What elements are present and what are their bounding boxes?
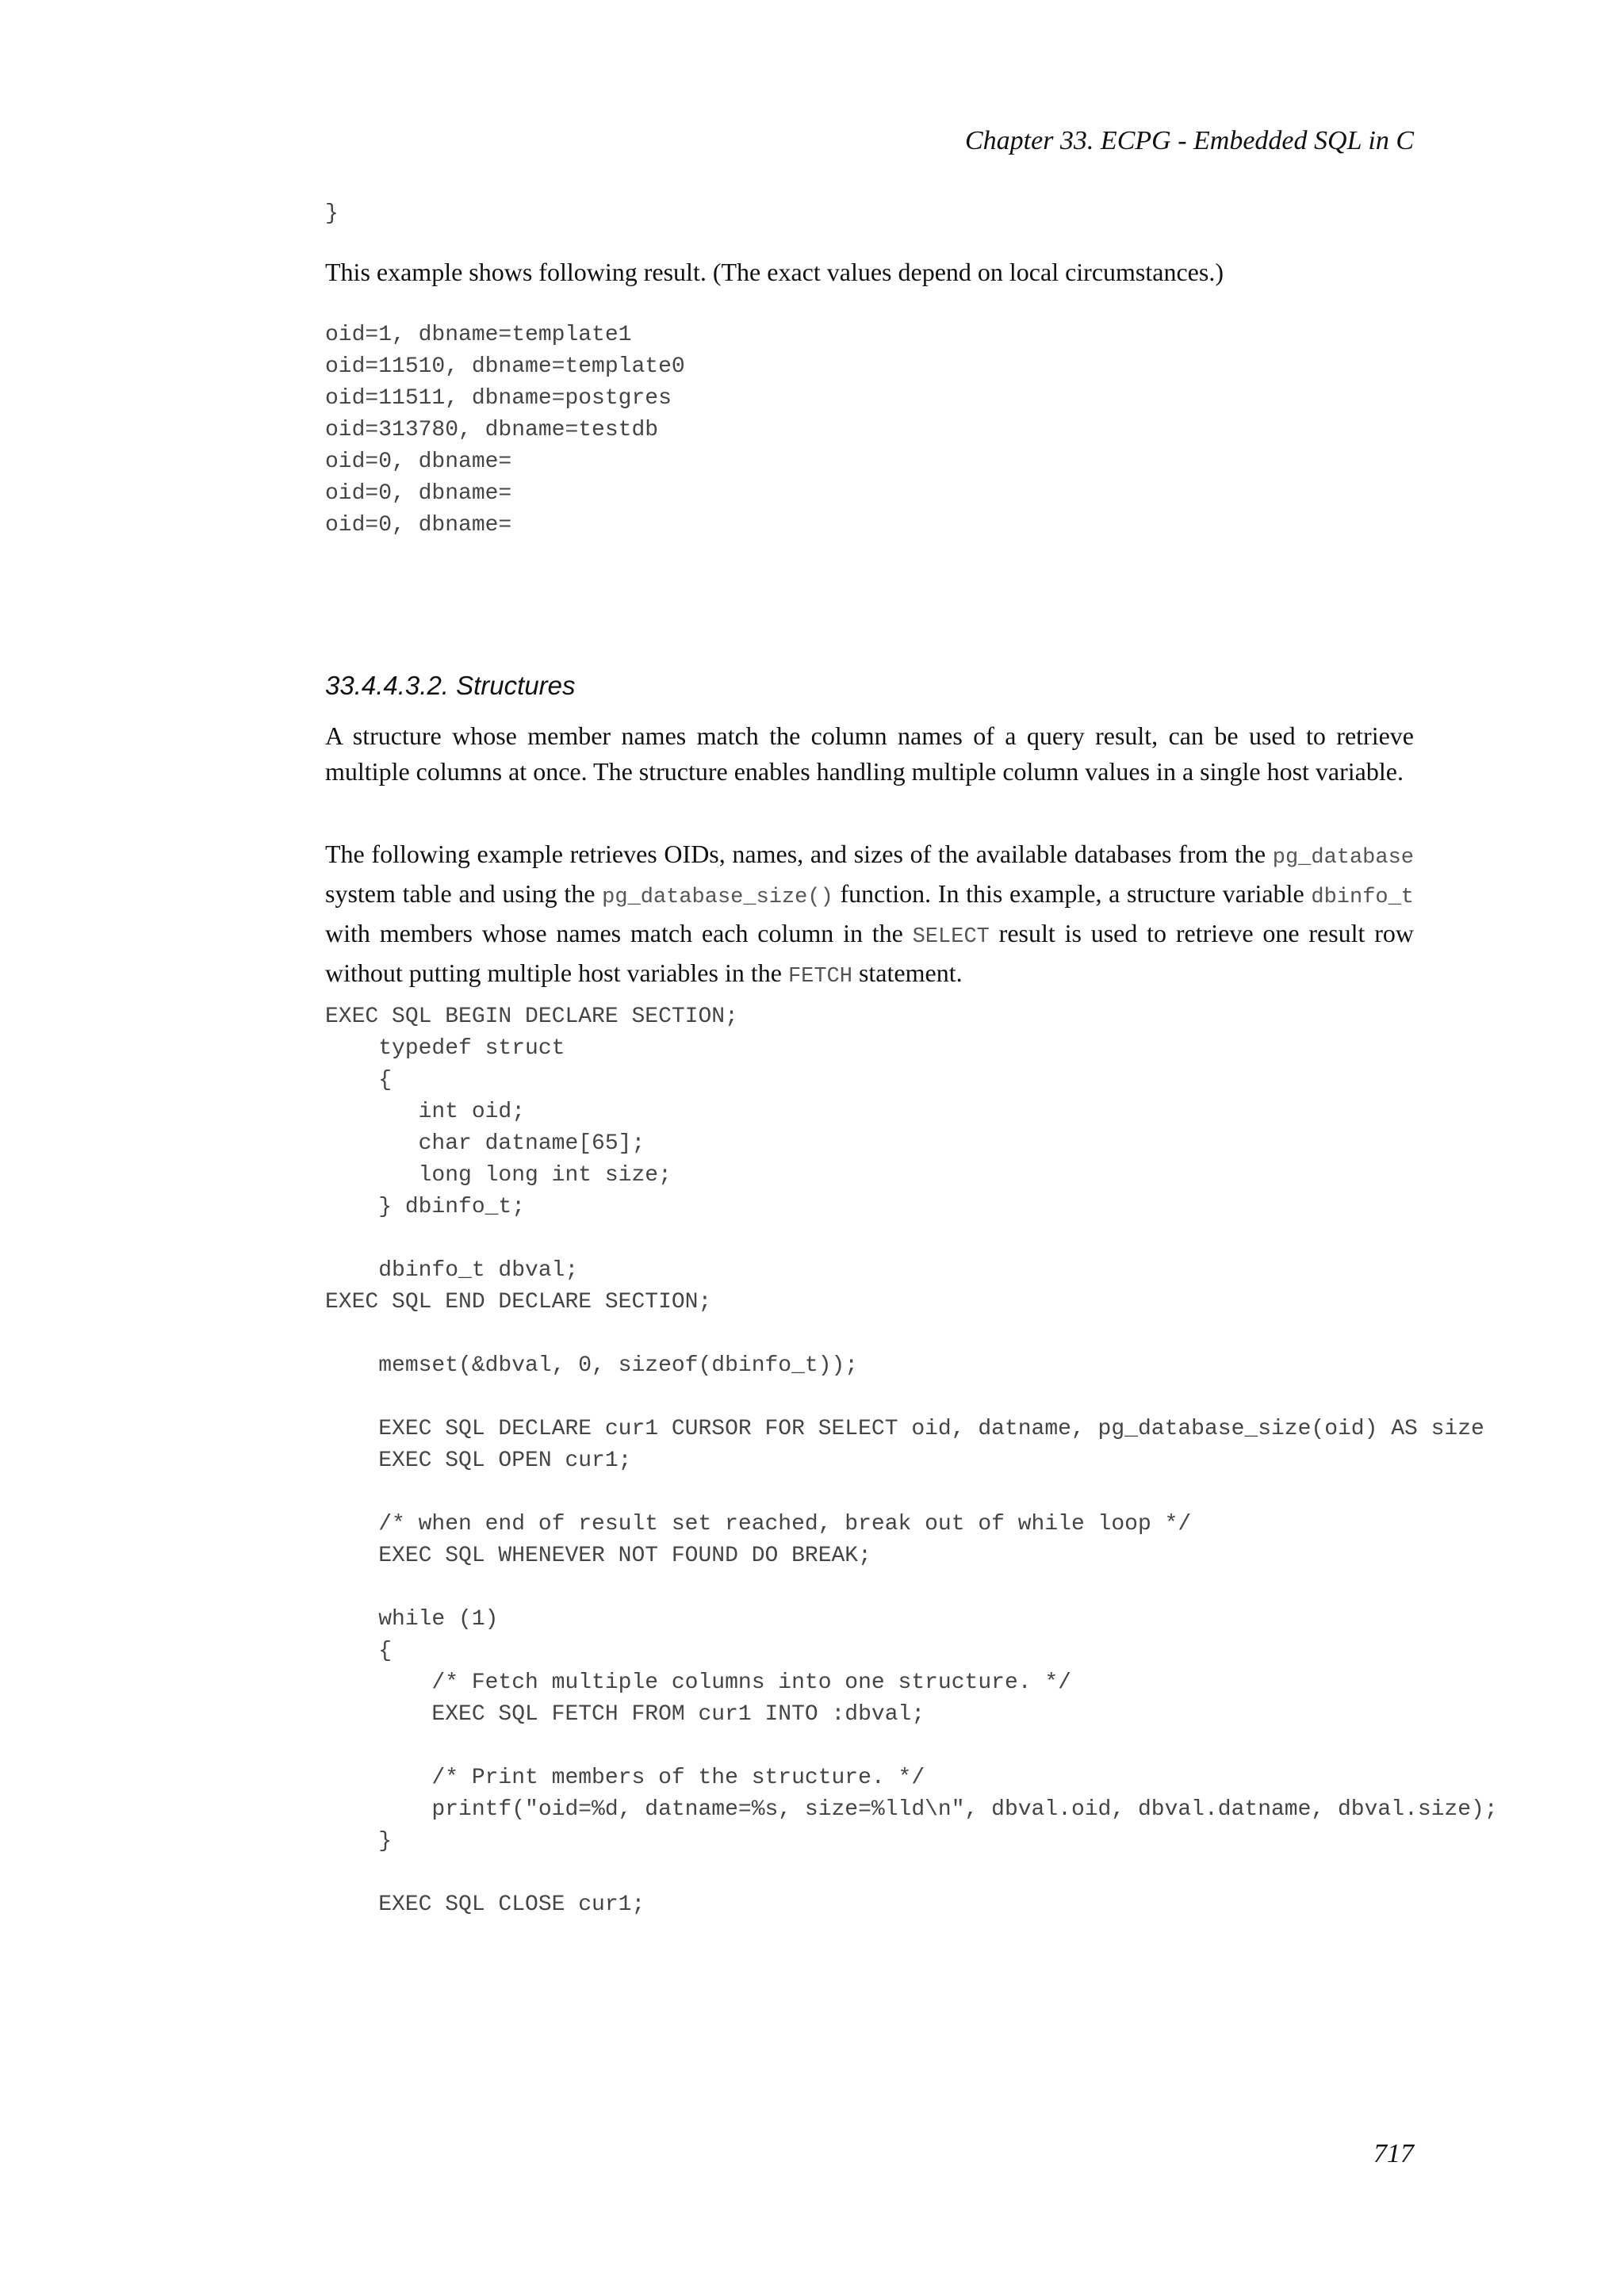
running-header: Chapter 33. ECPG - Embedded SQL in C: [964, 126, 1414, 155]
para2-text-3: function. In this example, a structure variable: [833, 879, 1312, 908]
para2-text-1: The following example retrieves OIDs, names, and sizes of the available databases from the: [325, 840, 1273, 868]
inline-code-dbinfo-t: dbinfo_t: [1311, 886, 1415, 909]
para2-text-5: result is used to retrieve one result row without putting multiple host variables in the: [325, 919, 1415, 987]
code-closing-brace: }: [325, 201, 339, 226]
result-output-block: oid=1, dbname=template1 oid=11510, dbname=template0 oid=11511, dbname=postgres oid=313780, dbname=testdb oid=0, dbname= oid=0, dbname= oid=0, dbname=: [325, 323, 685, 538]
para2-text-6: statement.: [852, 959, 963, 987]
section-heading: 33.4.4.3.2. Structures: [325, 671, 576, 700]
section-paragraph-2: [325, 836, 1414, 995]
inline-code-select: SELECT: [912, 925, 990, 949]
inline-code-fetch: FETCH: [787, 965, 852, 989]
section-paragraph-1: A structure whose member names match the column names of a query result, can be used to retrieve multiple columns at once. The structure enables handling multiple column values in a single host variable.: [325, 721, 1414, 786]
para2-text-4: with members whose names match each column in the: [325, 919, 913, 947]
example-code-block: EXEC SQL BEGIN DECLARE SECTION; typedef struct { int oid; char datname[65]; long long int size; } dbinfo_t; dbinfo_t dbval; EXEC SQL END DECLARE SECTION; memset(&dbval, 0, sizeof(dbinfo_t)); EXEC SQL DECLARE cur1 CURSOR FOR SELECT oid, datname, pg_database_size(oid) AS size EXEC SQL OPEN cur1; /* when end of result set reached, break out of while loop */ EXEC SQL WHENEVER NOT FOUND DO BREAK; while (1) { /* Fetch multiple columns into one structure. */ EXEC SQL FETCH FROM cur1 INTO :dbval; /* Print members of the structure. */ printf("oid=%d, datname=%s, size=%lld\n", dbval.oid, dbval.datname, dbval.size); } EXEC SQL CLOSE cur1;: [325, 1004, 1498, 1917]
inline-code-pg-database-size: pg_database_size(): [602, 886, 833, 909]
page-number: 717: [1373, 2139, 1414, 2168]
result-intro-paragraph: This example shows following result. (The exact values depend on local circumstances.): [325, 258, 1224, 286]
para2-text-2: system table and using the: [325, 879, 603, 908]
inline-code-pg-database: pg_database: [1272, 846, 1414, 870]
